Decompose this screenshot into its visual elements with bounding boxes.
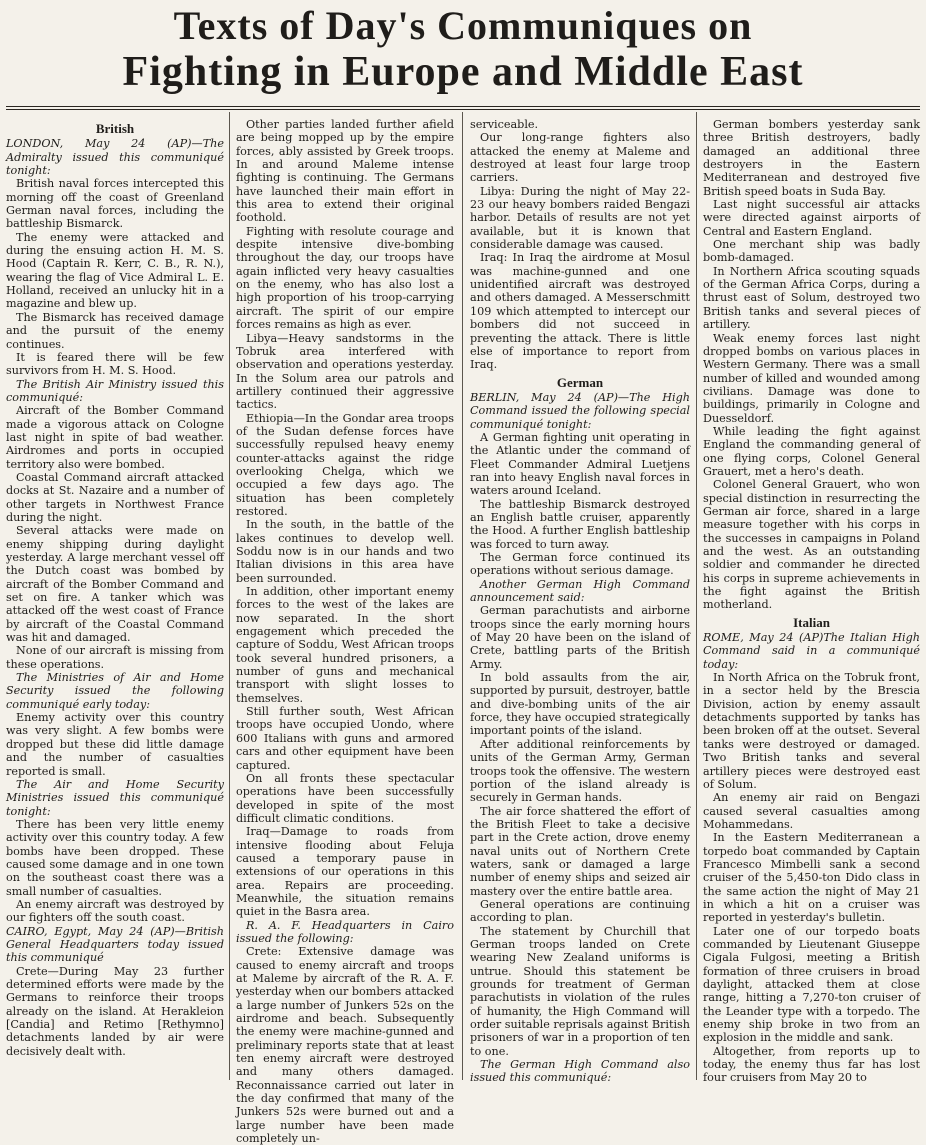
column-divider (229, 112, 230, 1080)
paragraph: There has been very little enemy activity over this country today. A few bombs have been dropped. These caused some damage and in one town on the southeast coast there was a small number of casualties. (6, 817, 224, 898)
paragraph: The statement by Churchill that German troops landed on Crete wearing New Zealand uniforms is untrue. Should this statement be grounds for treatment of German parachutists in violation of the rules of humanity, the High Command will order suitable reprisals against British prisoners of war in a proportion of ten to one. (470, 924, 690, 1058)
headline-rule-bottom (6, 109, 920, 110)
paragraph: Libya: During the night of May 22-23 our heavy bombers raided Bengazi harbor. Details of results are not yet available, but it is known that considerable damage was caused. (470, 184, 690, 252)
paragraph: Ethiopia—In the Gondar area troops of the Sudan defense forces have successfully repulsed heavy enemy counter-attacks against the ridge overlooking Chelga, which we occupied a few days ago. The situation has been completely restored. (236, 411, 454, 518)
paragraph: German bombers yesterday sank three British destroyers, badly damaged an additional three destroyers in the Eastern Mediterranean and destroyed five British speed boats in Suda Bay. (703, 118, 920, 198)
paragraph: Other parties landed further afield are being mopped up by the empire forces, ably assisted by Greek troops. In and around Maleme intense fighting is continuing. The Germans have launched their main effort in this area to extend their original foothold. (236, 118, 454, 225)
dateline: LONDON, May 24 (AP)—The Admiralty issued this communiqué tonight: (6, 137, 224, 178)
column-divider (462, 112, 463, 1080)
column-4 (703, 118, 920, 1085)
paragraph: British naval forces intercepted this morning off the coast of Greenland German naval forces, including the battleship Bismarck. (6, 177, 224, 231)
column-divider (696, 112, 697, 1080)
paragraph: Enemy activity over this country was very slight. A few bombs were dropped but these did little damage and the number of casualties reported is small. (6, 711, 224, 778)
dateline: BERLIN, May 24 (AP)—The High Command issued the following special communiqué tonight: (470, 390, 690, 431)
dateline: ROME, May 24 (AP)The Italian High Command said in a communiqué today: (703, 631, 920, 671)
column-1 (6, 118, 224, 1076)
paragraph: While leading the fight against England the commanding general of one flying corps, Colonel General Grauert, met a hero's death. (703, 424, 920, 478)
paragraph: Fighting with resolute courage and despite intensive dive-bombing throughout the day, our troops have again inflicted very heavy casualties on the enemy, who has also lost a high proportion of his troop-carrying aircraft. The spirit of our empire forces remains as high as ever. (236, 224, 454, 332)
paragraph: Aircraft of the Bomber Command made a vigorous attack on Cologne last night in spite of bad weather. Airdromes and ports in occupied territory also were bombed. (6, 404, 224, 471)
paragraph: None of our aircraft is missing from these operations. (6, 644, 224, 671)
dateline: CAIRO, Egypt, May 24 (AP)—British General Headquarters today issued this communiqué (6, 924, 224, 965)
communique-intro: Another German High Command announcement said: (470, 577, 690, 605)
paragraph: One merchant ship was badly bomb-damaged. (703, 238, 920, 265)
section-heading: British (95, 121, 135, 136)
paragraph: General operations are continuing according to plan. (470, 897, 690, 925)
paragraph: Last night successful air attacks were directed against airports of Central and Eastern England. (703, 198, 920, 238)
paragraph: Iraq—Damage to roads from intensive flooding about Feluja caused a temporary pause in extensions of our operations in this area. Repairs are proceeding. Meanwhile, the situation remains quiet in the Basra area. (236, 825, 454, 919)
column-3 (470, 118, 690, 1085)
paragraph: serviceable. (470, 118, 539, 131)
paragraph: Altogether, from reports up to today, the enemy thus far has lost four cruisers from May 20 to (703, 1044, 920, 1085)
paragraph: The battleship Bismarck destroyed an English battle cruiser, apparently the Hood. A further English battleship was forced to turn away. (470, 497, 690, 551)
paragraph: Colonel General Grauert, who won special distinction in resurrecting the German air force, shared in a large measure together with his corps in the successes in campaigns in Poland and the west. As an outstanding soldier and commander he directed his corps in supreme achievements in the fight against the British motherland. (703, 478, 920, 612)
paragraph: In addition, other important enemy forces to the west of the lakes are now separated. In the short engagement which preceded the capture of Soddu, West African troops took several hundred prisoners, a number of guns and mechanical transport with slight losses to themselves. (236, 585, 454, 705)
paragraph: In Northern Africa scouting squads of the German Africa Corps, during a thrust east of Solum, destroyed two British tanks and several pieces of artillery. (703, 264, 920, 332)
headline-line-2: Fighting in Europe and Middle East (122, 49, 804, 95)
paragraph: Several attacks were made on enemy shipping during daylight yesterday. A large merchant vessel off the Dutch coast was bombed by aircraft of the Bomber Command and set on fire. A tanker which was attacked off the west coast of France by aircraft of the Coastal Command was hit and damaged. (6, 524, 224, 645)
paragraph: Coastal Command aircraft attacked docks at St. Nazaire and a number of other targets in Northwest France during the night. (6, 470, 224, 524)
paragraph: The German force continued its operations without serious damage. (470, 551, 690, 578)
paragraph: In North Africa on the Tobruk front, in a sector held by the Brescia Division, action by enemy assault detachments supported by tanks has been broken off at the outset. Several tanks were destroyed or damaged. Two British tanks and several artillery pieces were destroyed east of Solum. (703, 671, 920, 791)
paragraph: Our long-range fighters also attacked the enemy at Maleme and destroyed at least four large troop carriers. (470, 131, 690, 185)
paragraph: Iraq: In Iraq the airdrome at Mosul was machine-gunned and one unidentified aircraft was destroyed and others damaged. A Messerschmitt 109 which attempted to intercept our bombers did not succeed in preventing the attack. There is little else of importance to report from Iraq. (470, 251, 690, 372)
headline-rule-top (6, 106, 920, 107)
paragraph: An enemy air raid on Bengazi caused several casualties among Mohammedans. (703, 791, 920, 831)
paragraph: In bold assaults from the air, supported by pursuit, destroyer, battle and dive-bombing units of the air force, they have occupied strategically important points of the island. (470, 671, 690, 738)
communique-intro: The Air and Home Security Ministries issued this communiqué tonight: (6, 777, 224, 818)
paragraph: An enemy aircraft was destroyed by our fighters off the south coast. (6, 897, 224, 925)
paragraph: In the Eastern Mediterranean a torpedo boat commanded by Captain Francesco Mimbelli sank a second cruiser of the 5,450-ton Dido class in the same action the night of May 21 in which a hit on a cruiser was reported in yesterday's bulletin. (703, 831, 920, 925)
paragraph: Crete: Extensive damage was caused to enemy aircraft and troops at Maleme by aircraft of the R. A. F. yesterday when our bombers attacked a large number of Junkers 52s on the airdrome and beach. Subsequently the enemy were machine-gunned and preliminary reports state that at least ten enemy aircraft were destroyed and many others damaged. Reconnaissance carried out later in the day confirmed that many of the Junkers 52s were burned out and a large number have been made completely un- (236, 945, 454, 1145)
paragraph: The Bismarck has received damage and the pursuit of the enemy continues. (6, 310, 224, 351)
paragraph: The air force shattered the effort of the British Fleet to take a decisive part in the Crete action, drove enemy naval units out of Northern Crete waters, sank or damaged a large number of enemy ships and seized air mastery over the entire battle area. (470, 804, 690, 898)
section-heading: German (556, 374, 604, 390)
communique-intro: The British Air Ministry issued this communiqué: (6, 377, 224, 404)
paragraph: It is feared there will be few survivors from H. M. S. Hood. (6, 350, 224, 378)
paragraph: After additional reinforcements by units of the German Army, German troops took the offensive. The western portion of the island already is securely in German hands. (470, 737, 690, 805)
section-heading: Italian (793, 614, 830, 630)
paragraph: In the south, in the battle of the lakes continues to develop well. Soddu now is in our hands and two Italian divisions in this area have been surrounded. (236, 518, 454, 585)
communique-intro: The Ministries of Air and Home Security issued the following communiqué early today: (6, 671, 224, 711)
paragraph: Crete—During May 23 further determined efforts were made by the Germans to reinforce their troops already on the island. At Herakleion [Candia] and Retimo [Rethymno] detachments landed by air were decisively dealt with. (6, 964, 224, 1058)
column-2 (236, 118, 454, 1145)
paragraph: Later one of our torpedo boats commanded by Lieutenant Giuseppe Cigala Fulgosi, meeting a British formation of three cruisers in broad daylight, attacked them at close range, hitting a 7,270-ton cruiser of the Leander type with a torpedo. The enemy ship broke in two from an explosion in the middle and sank. (703, 924, 920, 1045)
communique-intro: R. A. F. Headquarters in Cairo issued the following: (236, 918, 454, 945)
paragraph: German parachutists and airborne troops since the early morning hours of May 20 have been on the island of Crete, battling parts of the British Army. (470, 604, 690, 671)
paragraph: A German fighting unit operating in the Atlantic under the command of Fleet Commander Admiral Luetjens ran into heavy English naval forces in waters around Iceland. (470, 430, 690, 498)
paragraph: Weak enemy forces last night dropped bombs on various places in Western Germany. There was a small number of killed and wounded among civilians. Damage was done to buildings, primarily in Cologne and Duesseldorf. (703, 331, 920, 425)
communique-intro: The German High Command also issued this communiqué: (470, 1058, 690, 1085)
paragraph: Libya—Heavy sandstorms in the Tobruk area interfered with observation and operations yesterday. In the Solum area our patrols and artillery continued their aggressive tactics. (236, 331, 454, 412)
headline-line-1: Texts of Day's Communiques on (173, 3, 753, 48)
paragraph: Still further south, West African troops have occupied Uondo, where 600 Italians with guns and armored cars and other equipment have been captured. (236, 705, 454, 772)
paragraph: The enemy were attacked and during the ensuing action H. M. S. Hood (Captain R. Kerr, C. B., R. N.), wearing the flag of Vice Admiral L. E. Holland, received an unlucky hit in a magazine and blew up. (6, 230, 224, 311)
paragraph: On all fronts these spectacular operations have been successfully developed in spite of the most difficult climatic conditions. (236, 771, 454, 825)
headline (0, 0, 926, 104)
